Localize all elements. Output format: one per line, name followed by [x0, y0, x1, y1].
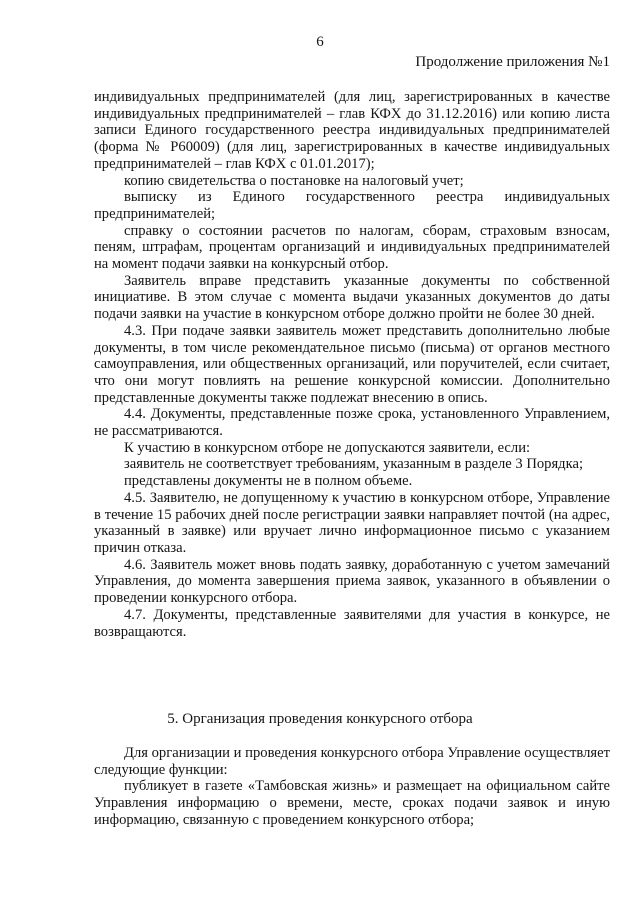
- paragraph-4-3: 4.3. При подаче заявки заявитель может представить дополнительно любые документы, в том числе рекомендательное письмо (письма) от органов местного самоуправления, или общественных организаций, или поручителей, если считает, что они могут повлиять на решение конкурсной комиссии. Дополнительно представленные документы также подлежат внесению в опись.: [94, 322, 610, 406]
- paragraph-entrepreneur-registry-copy: индивидуальных предпринимателей (для лиц, зарегистрированных в качестве индивидуальных предпринимателей – глав КФХ до 31.12.2016) или копию листа записи Единого государственного реестра индивидуальных предпринимателей (форма № Р60009) (для лиц, зарегистрированных в качестве индивидуальных предпринимателей – глав КФХ с 01.01.2017);: [94, 89, 610, 172]
- paragraph-own-initiative: Заявитель вправе представить указанные документы по собственной инициативе. В этом случае с момента выдачи указанных документов до даты подачи заявки на участие в конкурсном отборе должно пройти не более 30 дней.: [94, 272, 610, 323]
- body-text-bottom: [94, 745, 610, 829]
- paragraph-not-admitted-intro: К участию в конкурсном отборе не допускаются заявители, если:: [124, 439, 531, 456]
- paragraph-4-6: 4.6. Заявитель может вновь подать заявку, доработанную с учетом замечаний Управления, до момента завершения приема заявок, указанного в объявлении о проведении конкурсного отбора.: [94, 556, 610, 607]
- paragraph-4-5: 4.5. Заявителю, не допущенному к участию в конкурсном отборе, Управление в течение 15 рабочих дней после регистрации заявки направляет почтой (на адрес, указанный в заявке) или вручает лично информационное письмо с указанием причин отказа.: [94, 489, 610, 556]
- section-5-title: 5. Организация проведения конкурсного отбора: [167, 711, 473, 727]
- paragraph-registry-extract: выписку из Единого государственного реестра индивидуальных предпринимателей;: [94, 189, 610, 222]
- paragraph-not-admitted-incomplete: представлены документы не в полном объеме.: [124, 473, 413, 490]
- page-number: 6: [316, 34, 324, 50]
- paragraph-tax-settlement-certificate: справку о состоянии расчетов по налогам, сборам, страховым взносам, пеням, штрафам, процентам организаций и индивидуальных предпринимателей на момент подачи заявки на конкурсный отбор.: [94, 222, 610, 273]
- appendix-continuation-note: Продолжение приложения №1: [415, 54, 610, 70]
- paragraph-4-4: 4.4. Документы, представленные позже срока, установленного Управлением, не рассматриваются.: [94, 406, 610, 440]
- paragraph-section-5-intro: Для организации и проведения конкурсного отбора Управление осуществляет следующие функции:: [94, 745, 610, 778]
- paragraph-4-7: 4.7. Документы, представленные заявителями для участия в конкурсе, не возвращаются.: [94, 606, 610, 640]
- paragraph-publication-duty: публикует в газете «Тамбовская жизнь» и размещает на официальном сайте Управления информацию о времени, месте, сроках подачи заявок и иную информацию, связанную с проведением конкурсного отбора;: [94, 778, 610, 828]
- paragraph-tax-registration-copy: копию свидетельства о постановке на налоговый учет;: [124, 172, 464, 189]
- paragraph-not-admitted-requirements: заявитель не соответствует требованиям, указанным в разделе 3 Порядка;: [124, 456, 584, 473]
- body-text-top: [94, 89, 610, 640]
